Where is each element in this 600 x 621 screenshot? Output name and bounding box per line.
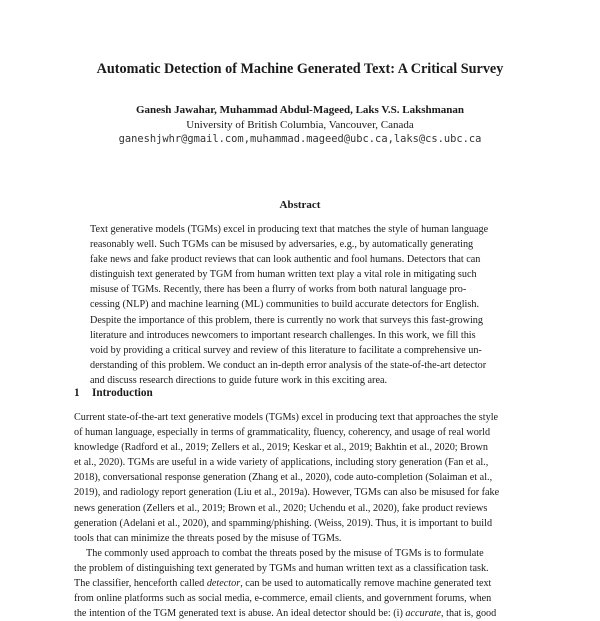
emphasis-term: detector	[206, 578, 241, 590]
abstract-line: literature and introduces newcomers to important research challenges. In this work, we fill this	[90, 329, 476, 341]
section-title: Introduction	[92, 387, 153, 399]
abstract-text	[90, 222, 510, 388]
abstract-line: distinguish text generated by TGM from human written text play a vital role in mitigating such	[90, 269, 477, 281]
section-heading-introduction	[74, 386, 153, 400]
body-line: tools that can minimize the threats posed by the misuse of TGMs.	[74, 532, 342, 544]
section-number: 1	[74, 387, 80, 399]
emphasis-term: accurate	[405, 608, 442, 620]
body-text: , that is, good	[441, 608, 497, 620]
abstract-line: Despite the importance of this problem, there is currently no work that surveys this fast-growing	[90, 314, 483, 326]
author-emails: ganeshjwhr@gmail.com,muhammad.mageed@ubc.ca,laks@cs.ubc.ca	[118, 133, 482, 145]
body-line: from online platforms such as social media, e-commerce, email clients, and government forums, when	[74, 593, 492, 605]
affiliation: University of British Columbia, Vancouver, Canada	[186, 119, 414, 131]
body-line: of human language, especially in terms of grammaticality, fluency, coherency, and usage of real world	[74, 427, 491, 439]
abstract-line: misuse of TGMs. Recently, there has been a flurry of works from both natural language pro-	[90, 284, 467, 296]
abstract-line: cessing (NLP) and machine learning (ML) communities to build accurate detectors for English.	[90, 299, 479, 311]
abstract-line: Text generative models (TGMs) excel in producing text that matches the style of human language	[90, 224, 489, 235]
body-text: , can be used to automatically remove machine generated text	[240, 578, 492, 590]
abstract-line: fake news and fake product reviews that can look authentic and fool humans. Detectors that can	[90, 254, 481, 266]
body-text: the intention of the TGM generated text is abuse. An ideal detector should be: (i)	[74, 608, 406, 620]
abstract-line: void by providing a critical survey and review of this literature to facilitate a comprehensive un-	[90, 344, 482, 356]
body-line: knowledge (Radford et al., 2019; Zellers et al., 2019; Keskar et al., 2019; Bakhtin et al., 2020; Brown	[74, 442, 488, 454]
body-line: 2018), conversational response generation (Zhang et al., 2020), code auto-completion (Solaiman et al.,	[74, 472, 493, 484]
body-line: the problem of distinguishing text generated by TGMs and human written text as a classification task.	[74, 562, 489, 574]
abstract-heading: Abstract	[279, 199, 321, 211]
body-line: et al., 2020). TGMs are useful in a wide variety of applications, including story generation (Fan et al.,	[74, 457, 489, 469]
body-line	[74, 606, 530, 621]
introduction-body	[74, 410, 530, 621]
body-text: The classifier, henceforth called	[74, 578, 207, 590]
author-list: Ganesh Jawahar, Muhammad Abdul-Mageed, Laks V.S. Lakshmanan	[135, 104, 465, 116]
body-line: The commonly used approach to combat the threats posed by the misuse of TGMs is to formulate	[86, 547, 484, 559]
body-line: Current state-of-the-art text generative models (TGMs) excel in producing text that approaches the style	[74, 412, 499, 423]
abstract-line: derstanding of this problem. We conduct an in-depth error analysis of the state-of-the-art detector	[90, 359, 487, 371]
abstract-line: reasonably well. Such TGMs can be misused by adversaries, e.g., by automatically generating	[90, 239, 474, 251]
paper-title: Automatic Detection of Machine Generated Text: A Critical Survey	[96, 61, 504, 77]
body-line: 2019), and radiology report generation (Liu et al., 2019a). However, TGMs can also be misused for fake	[74, 487, 500, 499]
body-line: generation (Adelani et al., 2020), and spamming/phishing. (Weiss, 2019). Thus, it is important to build	[74, 517, 493, 529]
body-line: news generation (Zellers et al., 2019; Brown et al., 2020; Uchendu et al., 2020), fake product reviews	[74, 502, 488, 514]
body-line	[74, 576, 530, 591]
abstract-line: and discuss research directions to guide future work in this exciting area.	[90, 374, 388, 386]
